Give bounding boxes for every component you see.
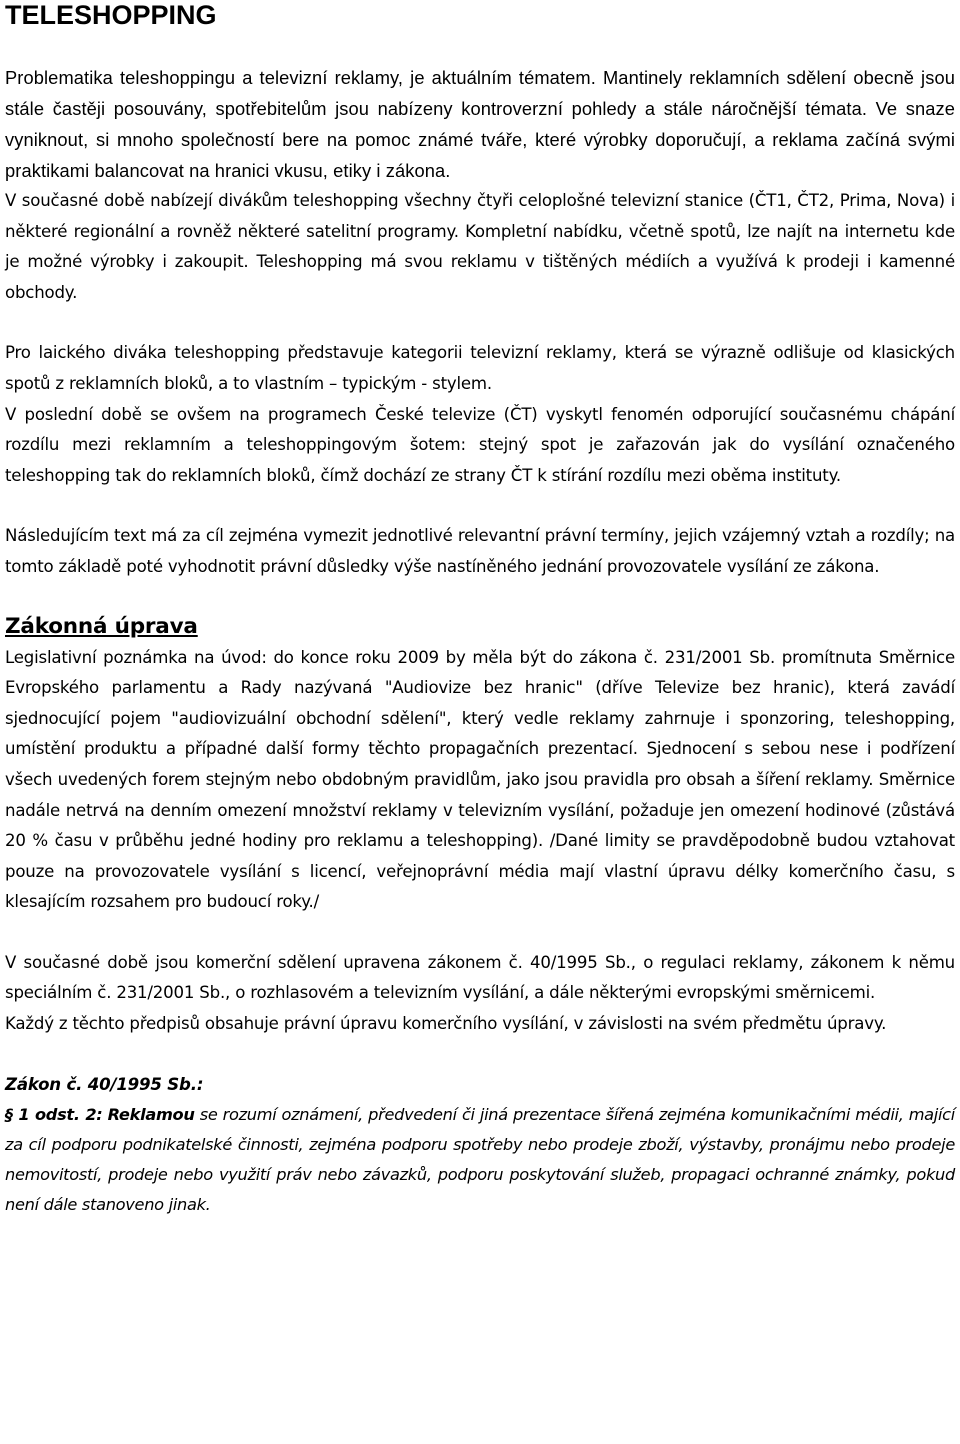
law-term: Reklamou	[107, 1104, 195, 1124]
section3-paragraph-1: Následujícím text má za cíl zejména vymezit jednotlivé relevantní právní termíny, jejich vzájemný vztah a rozdíly; na tomto základě poté vyhodnotit právní důsledky výše nastíněného jednání provozovatele vysílání ze zákona.	[5, 526, 955, 576]
legal-paragraph-1: Legislativní poznámka na úvod: do konce roku 2009 by měla být do zákona č. 231/2001 Sb. promítnuta Směrnice Evropského parlamentu a Rady nazývaná "Audiovize bez hranic" (dříve Televize bez hranic), která zavádí sjednocující pojem "audiovizuální obchodní sdělení", který vedle reklamy zahrnuje i sponzoring, teleshopping, umístění produktu a případné další formy těchto propagačních prezentací. Sjednocení s sebou nese i podřízení všech uvedených forem stejným nebo obdobným pravidlům, jako jsou pravidla pro obsah a šíření reklamy. Směrnice nadále netrvá na denním omezení množství reklamy v televizním vysílání, požaduje jen omezení hodinové (zůstává 20 % času v průběhu jedné hodiny pro reklamu a teleshopping). /Dané limity se pravděpodobně budou vztahovat pouze na provozovatele vysílání s licencí, veřejnoprávní média mají vlastní úpravu délky komerčního času, s klesajícím rozsahem pro budoucí roky./	[5, 647, 955, 912]
section2-paragraph-2: V poslední době se ovšem na programech České televize (ČT) vyskytl fenomén odporující současnému chápání rozdílu mezi reklamním a teleshoppingovým šotem: stejný spot je zařazován jak do vysílání označeného teleshopping tak do reklamních bloků, čímž dochází ze strany ČT k stírání rozdílu mezi oběma instituty.	[5, 404, 955, 485]
law-definition	[5, 1100, 955, 1220]
section2-paragraph-1: Pro laického diváka teleshopping představuje kategorii televizní reklamy, která se výrazně odlišuje od klasických spotů z reklamních bloků, a to vlastním – typickým - stylem.	[5, 343, 955, 393]
legal-paragraph-2: V současné době jsou komerční sdělení upravena zákonem č. 40/1995 Sb., o regulaci reklamy, zákonem k němu speciálním č. 231/2001 Sb., o rozhlasovém a televizním vysílání, a dále některými evropskými směrnicemi.	[5, 952, 955, 1003]
legal-paragraph-3: Každý z těchto předpisů obsahuje právní úpravu komerčního vysílání, v závislosti na svém předmětu úpravy.	[5, 1014, 887, 1034]
intro-paragraph-2: V současné době nabízejí divákům teleshopping všechny čtyři celoplošné televizní stanice (ČT1, ČT2, Prima, Nova) i některé regionální a rovněž některé satelitní programy. Kompletní nabídku, včetně spotů, lze najít na internetu kde je možné výrobky i zakoupit. Teleshopping má svou reklamu v tištěných médiích a využívá k prodeji i kamenné obchody.	[5, 191, 955, 302]
document-page	[5, 0, 955, 1220]
law-section-mark: § 1 odst. 2:	[5, 1104, 103, 1124]
intro-paragraph-1: Problematika teleshoppingu a televizní reklamy, je aktuálním tématem. Mantinely reklamních sdělení obecně jsou stále častěji posouvány, spotřebitelům jsou nabízeny kontroverzní pohledy a stále náročnější témata. Ve snaze vyniknout, si mnoho společností bere na pomoc známé tváře, které výrobky doporučují, a reklama začíná svými praktikami balancovat na hranici vkusu, etiky i zákona.	[5, 67, 955, 181]
law-title: Zákon č. 40/1995 Sb.:	[5, 1074, 204, 1094]
page-title: TELESHOPPING	[5, 0, 217, 30]
law-definition-text: se rozumí oznámení, předvedení či jiná prezentace šířená zejména komunikačními médii, mající za cíl podporu podnikatelské činnosti, zejména podporu spotřeby nebo prodeje zboží, výstavby, pronájmu nebo prodeje nemovitostí, prodeje nebo využití práv nebo závazků, podporu poskytování služeb, propagaci ochranné známky, pokud není dále stanoveno jinak.	[5, 1104, 955, 1214]
section-heading-legal: Zákonná úprava	[5, 613, 198, 639]
